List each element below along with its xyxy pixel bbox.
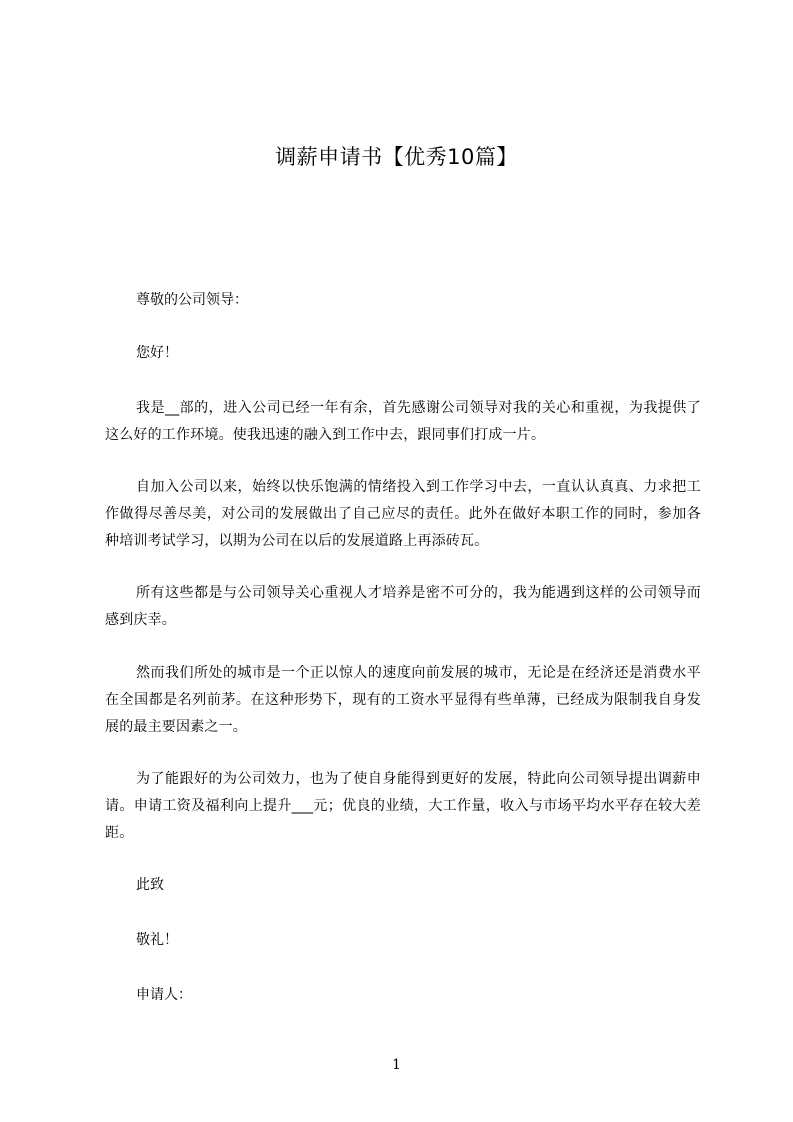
closing-line: 此致 (136, 877, 164, 893)
body-paragraph: 我是__部的，进入公司已经一年有余，首先感谢公司领导对我的关心和重视，为我提供了这么好的工作环境。使我迅速的融入到工作中去，跟同事们打成一片。 (105, 400, 701, 443)
page-number: 1 (392, 1057, 401, 1073)
greeting: 您好！ (136, 345, 178, 361)
body-paragraph: 然而我们所处的城市是一个正以惊人的速度向前发展的城市，无论是在经济还是消费水平在全国都是名列前茅。在这种形势下，现有的工资水平显得有些单薄，已经成为限制我自身发展的最主要因素之一。 (105, 665, 701, 735)
document-title: 调薪申请书【优秀10篇】 (275, 145, 518, 169)
body-paragraph: 自加入公司以来，始终以快乐饱满的情绪投入到工作学习中去，一直认认真真、力求把工作做得尽善尽美，对公司的发展做出了自己应尽的责任。此外在做好本职工作的同时，参加各种培训考试学习，以期为公司在以后的发展道路上再添砖瓦。 (105, 479, 701, 549)
body-paragraph: 为了能跟好的为公司效力，也为了使自身能得到更好的发展，特此向公司领导提出调薪申请。申请工资及福利向上提升___元；优良的业绩，大工作量，收入与市场平均水平存在较大差距。 (105, 771, 701, 841)
body-paragraph: 所有这些都是与公司领导关心重视人才培养是密不可分的，我为能遇到这样的公司领导而感到庆幸。 (105, 585, 701, 628)
salutation: 尊敬的公司领导： (136, 292, 248, 308)
closing-salute: 敬礼！ (136, 932, 178, 948)
applicant-label: 申请人： (136, 987, 192, 1003)
